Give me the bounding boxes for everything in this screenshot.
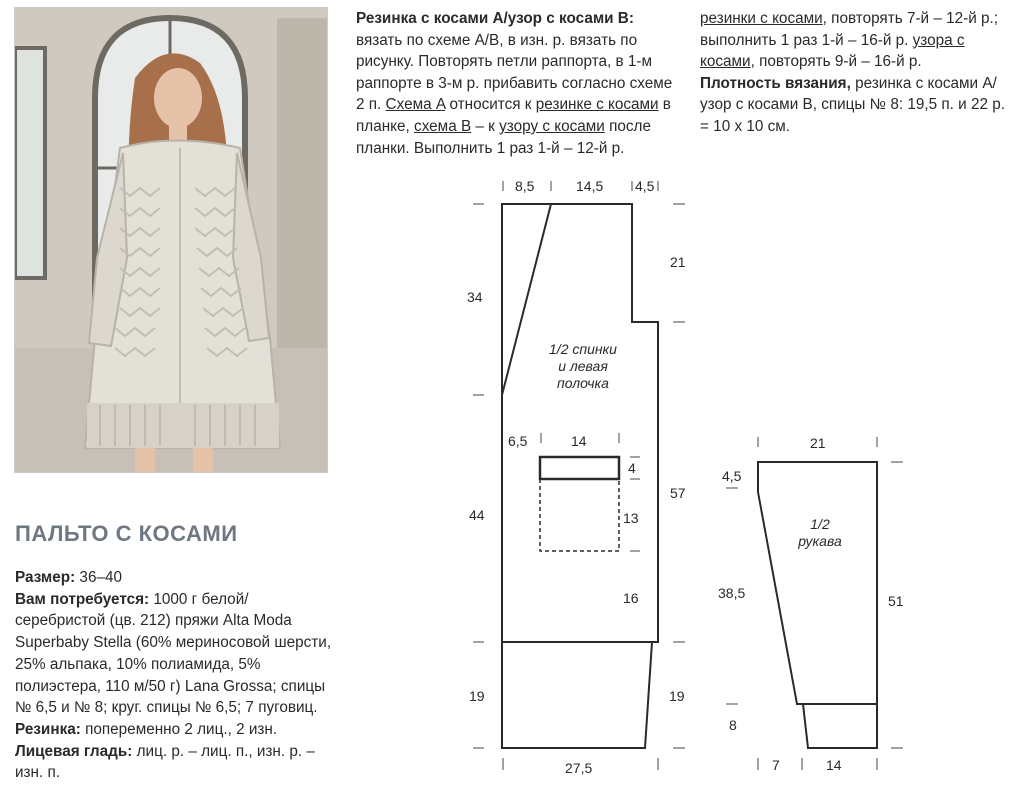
text-run: в планке, xyxy=(356,96,671,135)
page-title: ПАЛЬТО С КОСАМИ xyxy=(15,521,238,546)
dim-armhole: 21 xyxy=(670,254,686,270)
size-value: 36–40 xyxy=(75,569,122,586)
dim-pocket-width: 14 xyxy=(571,433,587,449)
dim-neck: 8,5 xyxy=(515,178,535,194)
gauge-value: резинка с косами A/узор с косами B, спицы № 8: 19,5 п. и 22 р. = 10 x 10 см. xyxy=(700,74,1005,135)
dim-pocket-band: 4 xyxy=(628,460,636,476)
dim-sleeve-cap: 4,5 xyxy=(722,468,742,484)
materials-label: Вам потребуется: xyxy=(15,590,150,608)
size-label: Размер: xyxy=(15,569,76,586)
dim-rib-right: 19 xyxy=(669,688,685,704)
materials-value: 1000 г белой/серебристой (цв. 212) пряжи Alta Moda Superbaby Stella (60% мериносовой шерсти, 25% альпака, 10% полиамида, 5% полиэстера, 110 м/50 г) Lana Grossa; спицы № 6,5 и № 8; круг. спицы № 6,5; 7 пуговиц. xyxy=(15,590,332,717)
chart-a-link: Схема A xyxy=(385,96,446,114)
text-run: – к xyxy=(471,117,500,135)
dim-side: 57 xyxy=(670,485,686,501)
text-run: после планки. Выполнить 1 раз 1-й – 12-й р. xyxy=(356,117,651,157)
rib-cable-link: резинке с косами xyxy=(535,96,659,114)
rib-value: попеременно 2 лиц., 2 изн. xyxy=(80,720,278,738)
text-run: относится к xyxy=(445,96,536,114)
sleeve-label xyxy=(780,516,860,550)
dim-front-lower: 44 xyxy=(469,507,485,523)
chart-b-link: схема B xyxy=(414,117,472,135)
text-run: , повторять 9-й – 16-й р. xyxy=(750,53,922,71)
body-label-line: полочка xyxy=(557,375,609,391)
dim-hem: 27,5 xyxy=(565,760,593,776)
text-run: , повторять 7-й – 12-й р.; выполнить 1 раз 1-й – 16-й р. xyxy=(700,10,999,49)
sleeve-label-line: 1/2 xyxy=(810,516,830,532)
dim-pocket-offset: 6,5 xyxy=(508,433,528,449)
dim-shoulder: 14,5 xyxy=(576,178,604,194)
dim-pocket-depth: 13 xyxy=(623,510,639,526)
dim-pocket-bottom: 16 xyxy=(623,590,639,606)
dim-cuff-offset: 7 xyxy=(772,757,780,773)
rib-cable-link-2: резинки с косами xyxy=(700,10,823,27)
dim-sleeve-cuff: 8 xyxy=(729,717,737,733)
dim-cuff-width: 14 xyxy=(826,757,842,773)
stockinette-value: лиц. р. – лиц. п., изн. р. – изн. п. xyxy=(15,742,315,782)
body-label xyxy=(528,341,638,392)
cable-pattern-link: узору с косами xyxy=(499,117,605,135)
dim-edge: 4,5 xyxy=(635,178,655,194)
pocket-band xyxy=(540,457,619,479)
rib-label: Резинка: xyxy=(15,720,81,738)
text-run: вязать по схеме A/B, в изн. р. вязать по рисунку. Повторять петли раппорта, в 1-м раппорте в 3-м р. прибавить согласно схеме 2 п. xyxy=(356,31,673,114)
dim-sleeve-length: 51 xyxy=(888,593,904,609)
dim-front-upper: 34 xyxy=(467,289,483,305)
stockinette-label: Лицевая гладь: xyxy=(15,742,133,760)
gauge-label: Плотность вязания, xyxy=(700,74,851,92)
pocket-lining xyxy=(540,479,619,551)
cable-pattern-label: Резинка с косами A/узор с косами B: xyxy=(356,10,634,27)
cable-pattern-link-2: узора с косами xyxy=(700,31,965,71)
dim-sleeve-top: 21 xyxy=(810,435,826,451)
body-label-line: и левая xyxy=(558,358,608,374)
body-label-line: 1/2 спинки xyxy=(549,341,617,357)
body-shape xyxy=(502,204,658,748)
sleeve-label-line: рукава xyxy=(798,533,842,549)
dim-rib-left: 19 xyxy=(469,688,485,704)
dim-sleeve-slope: 38,5 xyxy=(718,585,746,601)
sleeve-outline xyxy=(758,462,877,748)
